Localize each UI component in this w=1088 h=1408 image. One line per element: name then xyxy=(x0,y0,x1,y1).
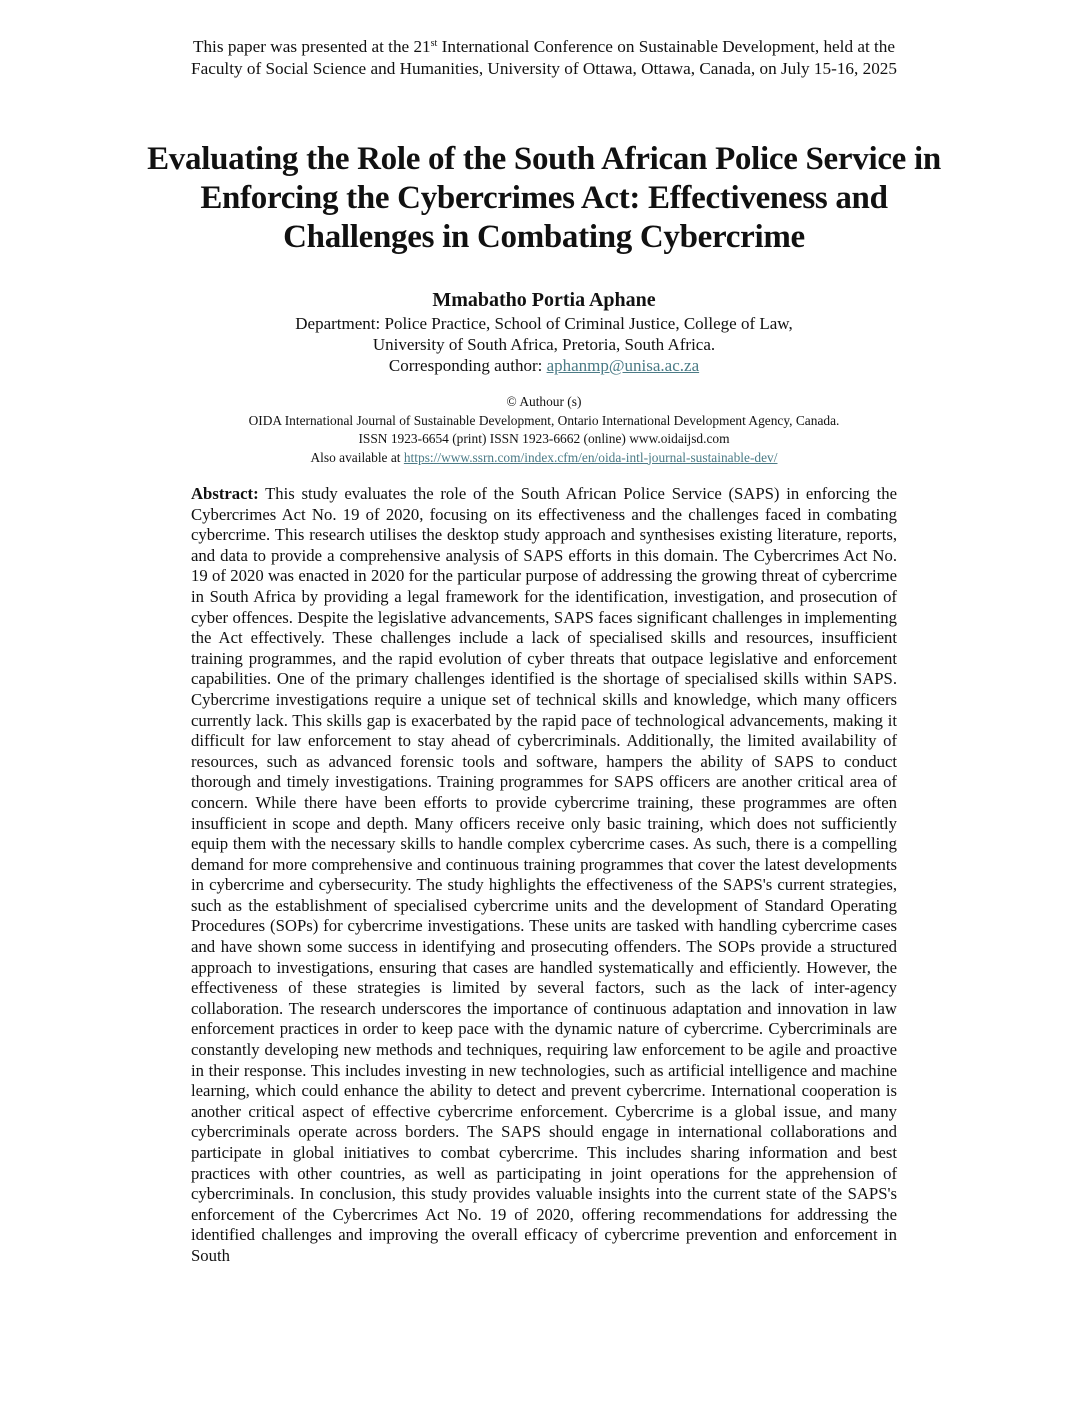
title-line-1: Evaluating the Role of the South African Police Service in xyxy=(147,141,941,177)
conference-note-line-2: Faculty of Social Science and Humanities, University of Ottawa, Ottawa, Canada, on July 15-16, 2025 xyxy=(191,59,897,78)
conference-note-line-1 xyxy=(0,36,1088,58)
conference-note-prefix: This paper was presented at the 21 xyxy=(192,37,431,56)
issn-line: ISSN 1923-6654 (print) ISSN 1923-6662 (online) www.oidaijsd.com xyxy=(358,431,730,446)
author-name: Mmabatho Portia Aphane xyxy=(432,289,656,311)
corresponding-author xyxy=(0,355,1088,376)
conference-note-suffix: International Conference on Sustainable Development, held at the xyxy=(437,37,896,56)
availability-label: Also available at xyxy=(310,449,404,465)
author-email-link[interactable]: aphanmp@unisa.ac.za xyxy=(546,356,700,375)
author-affiliation xyxy=(0,313,1088,376)
conference-note xyxy=(0,36,1088,80)
institution: University of South Africa, Pretoria, South Africa. xyxy=(372,335,716,354)
title-line-2: Enforcing the Cybercrimes Act: Effectiveness and xyxy=(200,180,888,216)
abstract-label: Abstract: xyxy=(191,484,259,503)
department: Department: Police Practice, School of Criminal Justice, College of Law, xyxy=(295,314,793,333)
abstract xyxy=(191,484,897,1267)
publication-info xyxy=(0,393,1088,467)
ssrn-link[interactable]: https://www.ssrn.com/index.cfm/en/oida-intl-journal-sustainable-dev/ xyxy=(403,449,778,465)
corresponding-author-label: Corresponding author: xyxy=(388,356,547,375)
title-line-3: Challenges in Combating Cybercrime xyxy=(283,219,805,255)
paper-title xyxy=(100,140,988,257)
availability-line xyxy=(0,449,1088,468)
journal-name: OIDA International Journal of Sustainable Development, Ontario International Development Agency, Canada. xyxy=(248,412,840,428)
abstract-text: This study evaluates the role of the South African Police Service (SAPS) in enforcing the Cybercrimes Act No. 19 of 2020, focusing on its effectiveness and the challenges faced in combating cybercrime. This research utilises the desktop study approach and synthesises existing literature, reports, and data to provide a comprehensive analysis of SAPS efforts in this domain. The Cybercrimes Act No. 19 of 2020 was enacted in 2020 for the particular purpose of addressing the growing threat of cybercrime in South Africa by providing a legal framework for the identification, investigation, and prosecution of cyber offences. Despite the legislative advancements, SAPS faces significant challenges in implementing the Act effectively. These challenges include a lack of specialised skills and resources, insufficient training programmes, and the rapid evolution of cyber threats that outpace legislative and enforcement capabilities. One of the primary challenges identified is the shortage of specialised skills within SAPS. Cybercrime investigations require a unique set of technical skills and knowledge, which many officers currently lack. This skills gap is exacerbated by the rapid pace of technological advancements, making it difficult for law enforcement to stay ahead of cybercriminals. Additionally, the limited availability of resources, such as advanced forensic tools and software, hampers the ability of SAPS to conduct thorough and timely investigations. Training programmes for SAPS officers are another critical area of concern. While there have been efforts to provide cybercrime training, these programmes are often insufficient in scope and depth. Many officers receive only basic training, which does not sufficiently equip them with the necessary skills to handle complex cybercrime cases. As such, there is a compelling demand for more comprehensive and continuous training programmes that cover the latest developments in cybercrime and cybersecurity. The study highlights the effectiveness of the SAPS's current strategies, such as the establishment of specialised cybercrime units and the development of Standard Operating Procedures (SOPs) for cybercrime investigations. These units are tasked with handling cybercrime cases and have shown some success in identifying and prosecuting offenders. The SOPs provide a structured approach to investigations, ensuring that cases are handled systematically and efficiently. However, the effectiveness of these strategies is limited by several factors, such as the lack of inter-agency collaboration. The research underscores the importance of continuous adaptation and innovation in law enforcement practices in order to keep pace with the dynamic nature of cybercrime. Cybercriminals are constantly developing new methods and techniques, requiring law enforcement to be agile and proactive in their response. This includes investing in new technologies, such as artificial intelligence and machine learning, which could enhance the ability to detect and prevent cybercrime. International cooperation is another critical aspect of effective cybercrime enforcement. Cybercrime is a global issue, and many cybercriminals operate across borders. The SAPS should engage in international collaborations and participate in global initiatives to combat cybercrime. This includes sharing information and best practices with other countries, as well as participating in joint operations for the apprehension of cybercriminals. In conclusion, this study provides valuable insights into the current state of the SAPS's enforcement of the Cybercrimes Act No. 19 of 2020, offering recommendations for addressing the identified challenges and improving the overall efficacy of cybercrime prevention and enforcement in South xyxy=(191,484,897,1265)
copyright-notice: © Authour (s) xyxy=(506,394,582,409)
ordinal-superscript: st xyxy=(430,38,438,49)
